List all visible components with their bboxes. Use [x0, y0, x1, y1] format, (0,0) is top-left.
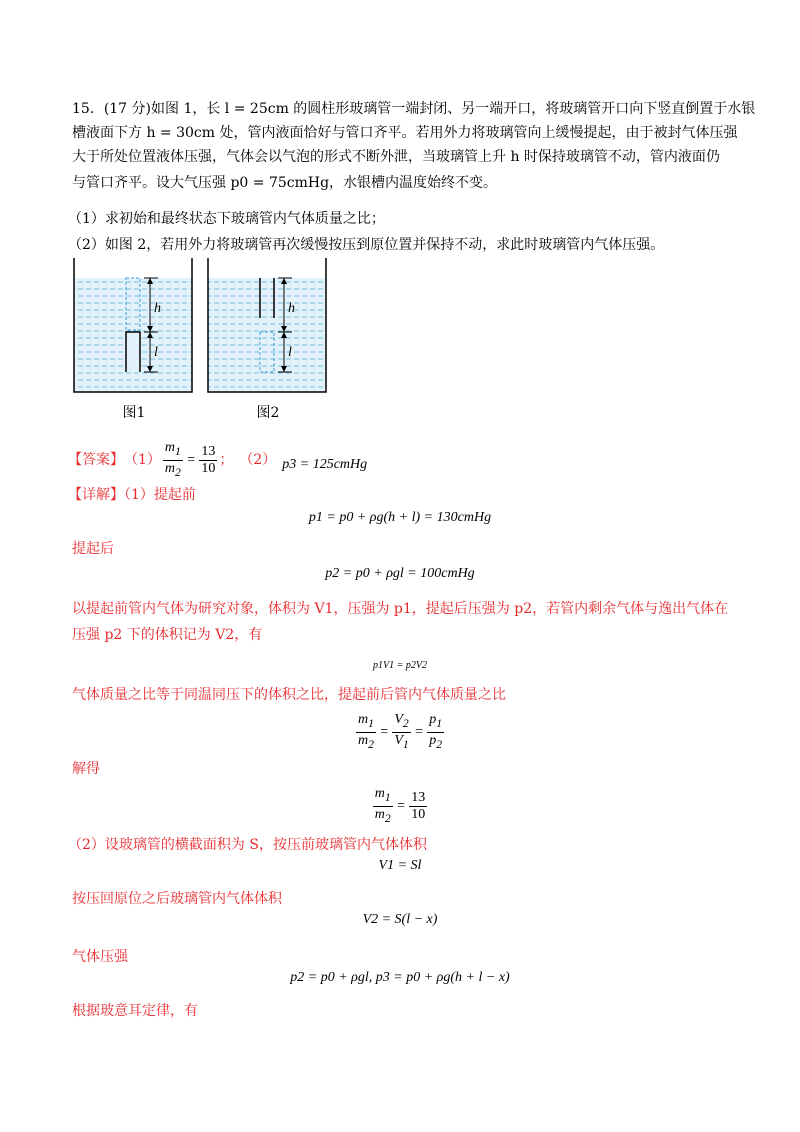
text-gas-pressure: 气体压强 — [72, 949, 128, 965]
answer-line — [68, 440, 367, 481]
text-after-press: 按压回原位之后玻璃管内气体体积 — [72, 891, 282, 907]
figure-1 — [74, 258, 192, 392]
text-after-lift: 提起后 — [72, 541, 114, 557]
fig2-l-label: l — [288, 345, 292, 360]
tube-1 — [126, 332, 140, 372]
text-boyle-law: 根据玻意耳定律，有 — [72, 1003, 198, 1019]
problem-line-2: 槽液面下方 h = 30cm 处，管内液面恰好与管口齐平。若用外力将玻璃管向上缓慢提起，由于被封气体压强 — [72, 125, 738, 141]
problem-line-1: 15．(17 分)如图 1，长 l = 25cm 的圆柱形玻璃管一端封闭、另一端开口，将玻璃管开口向下竖直倒置于水银 — [72, 101, 756, 117]
text-solve: 解得 — [72, 761, 100, 777]
answer-part1-label: （1） — [124, 452, 161, 469]
equation-p2: p2 = p0 + ρgl = 100cmHg — [325, 566, 475, 581]
question-2: （2）如图 2，若用外力将玻璃管再次缓慢按压到原位置并保持不动，求此时玻璃管内气体压强。 — [68, 237, 665, 253]
equation-ratio: $\frac{m_1}{m_2}$ = $\frac{V_2}{V_1}$ = $\frac{p_1}{p_2}$ — [357, 712, 443, 751]
fig2-h-label: h — [288, 301, 295, 316]
answer-pressure: p3 = 125cmHg — [282, 457, 368, 473]
equation-pressures: p2 = p0 + ρgl, p3 = p0 + ρg(h + l − x) — [290, 970, 510, 985]
problem-line-3: 大于所处位置液体压强，气体会以气泡的形式不断外泄，当玻璃管上升 h 时保持玻璃管不动，管内液面仍 — [72, 149, 720, 165]
solution-header: 【详解】（1）提起前 — [68, 487, 196, 503]
answer-separator: ； — [219, 452, 234, 469]
fig1-l-label: l — [154, 345, 158, 360]
question-1: （1）求初始和最终状态下玻璃管内气体质量之比； — [68, 211, 385, 227]
fig1-h-label: h — [154, 301, 161, 316]
equation-v2: V2 = S(l − x) — [362, 912, 438, 927]
answer-mass-ratio: $\frac{m_1}{m_2}$ = $\frac{13}{10}$ — [164, 440, 216, 479]
figure-1-caption: 图1 — [122, 405, 146, 421]
figure-2 — [208, 258, 326, 392]
figures-diagram — [70, 258, 340, 398]
problem-line-4: 与管口齐平。设大气压强 p0 = 75cmHg，水银槽内温度始终不变。 — [72, 175, 498, 191]
text-part2-intro: （2）设玻璃管的横截面积为 S，按压前玻璃管内气体体积 — [68, 837, 427, 853]
equation-boyle: p1V1 = p2V2 — [373, 660, 427, 671]
equation-result: $\frac{m_1}{m_2}$ = $\frac{13}{10}$ — [374, 786, 426, 825]
equation-v1: V1 = Sl — [378, 858, 422, 873]
text-mass-ratio: 气体质量之比等于同温同压下的体积之比，提起前后管内气体质量之比 — [72, 687, 506, 703]
equation-p1: p1 = p0 + ρg(h + l) = 130cmHg — [308, 510, 492, 525]
text-volume-v2: 压强 p2 下的体积记为 V2，有 — [72, 627, 263, 643]
text-volume-intro: 以提起前管内气体为研究对象，体积为 V1，压强为 p1，提起后压强为 p2，若管内剩余气体与逸出气体在 — [72, 601, 729, 617]
answer-part2-label: （2） — [239, 452, 277, 469]
answer-tag: 【答案】 — [68, 452, 124, 469]
figure-2-caption: 图2 — [256, 405, 280, 421]
